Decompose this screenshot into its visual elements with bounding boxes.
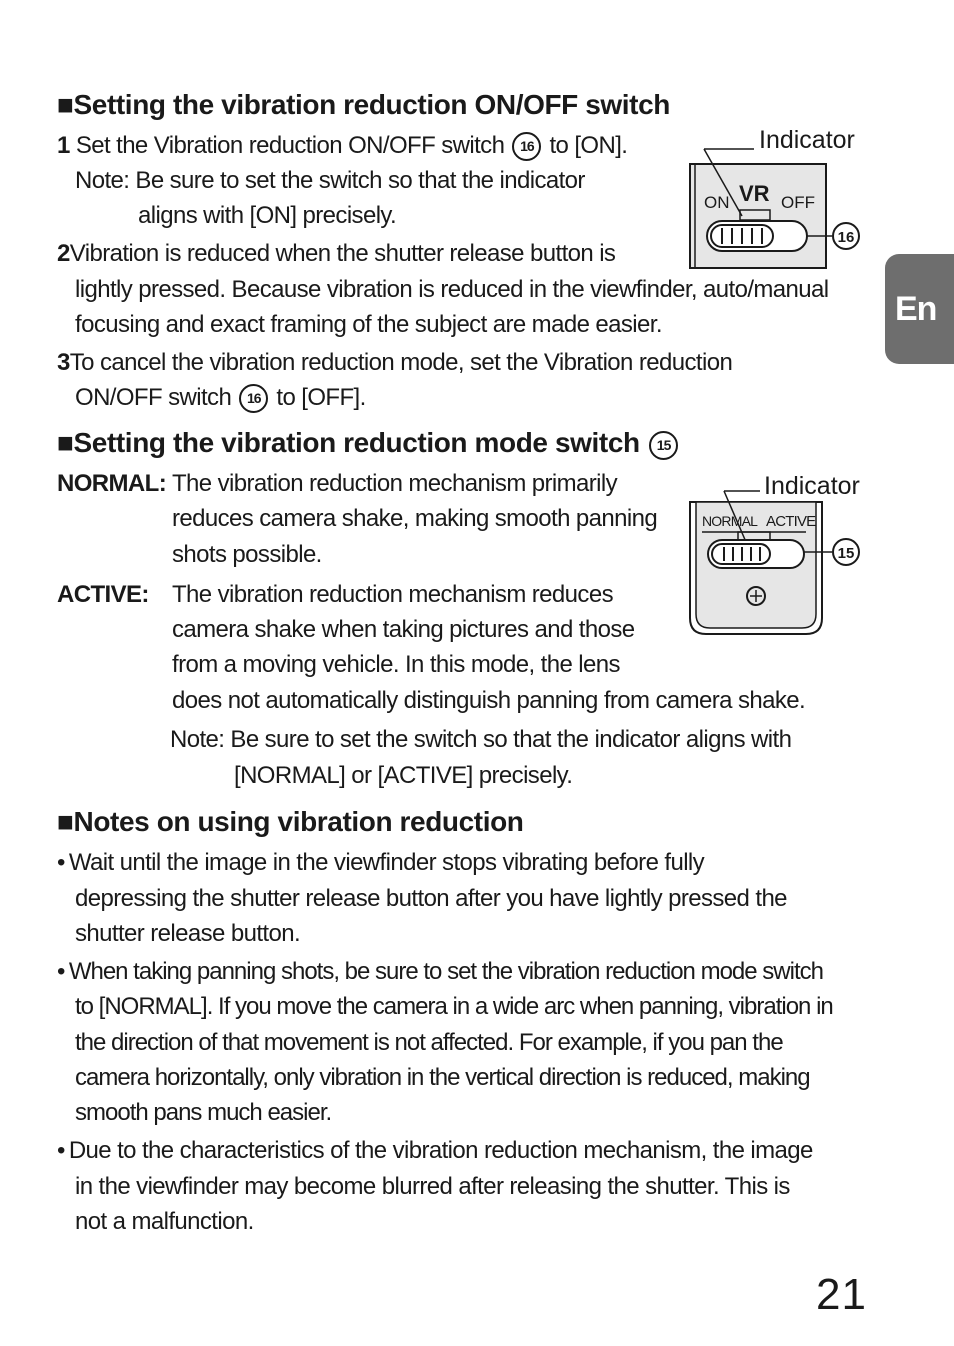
bullet-2-line-4: camera horizontally, only vibration in the vertical direction is reduced, making	[75, 1064, 810, 1091]
step-number: 3	[57, 349, 70, 376]
step-1-note-cont: aligns with [ON] precisely.	[138, 202, 397, 229]
bullet-dot-icon: •	[57, 958, 65, 985]
bullet-3-line-3: not a malfunction.	[75, 1208, 254, 1235]
step-3-line-2: ON/OFF switch 16 to [OFF].	[75, 384, 366, 411]
vr-onoff-switch-figure	[680, 130, 880, 270]
heading-square-icon: ■	[57, 89, 74, 120]
bullet-2-line-3: the direction of that movement is not affected. For example, if you pan the	[75, 1029, 783, 1056]
step-2-line-2: lightly pressed. Because vibration is reduced in the viewfinder, auto/manual	[75, 276, 829, 303]
bullet-3-line-2: in the viewfinder may become blurred after releasing the shutter. This is	[75, 1173, 790, 1200]
page-number: 21	[816, 1270, 867, 1319]
on-label: ON	[704, 193, 730, 212]
step-2-line-3: focusing and exact framing of the subject are made easier.	[75, 311, 662, 338]
step-number: 1	[57, 132, 70, 159]
normal-switch-label: NORMAL	[702, 513, 758, 529]
circled-number-16: 16	[239, 384, 268, 413]
vr-label: VR	[739, 181, 770, 206]
section-heading-mode: ■Setting the vibration reduction mode switch 15	[57, 426, 680, 460]
language-tab	[885, 254, 954, 364]
indicator-label: Indicator	[759, 130, 855, 154]
mode-note-2: [NORMAL] or [ACTIVE] precisely.	[234, 762, 573, 789]
active-desc-3: from a moving vehicle. In this mode, the lens	[172, 651, 620, 678]
normal-desc-1: The vibration reduction mechanism primarily	[172, 470, 618, 497]
bullet-dot-icon: •	[57, 1137, 65, 1164]
bullet-dot-icon: •	[57, 849, 65, 876]
off-label: OFF	[781, 193, 815, 212]
language-tab-label: En	[895, 290, 937, 328]
circled-number-15: 15	[649, 431, 678, 460]
bullet-2-line-2: to [NORMAL]. If you move the camera in a wide arc when panning, vibration in	[75, 993, 833, 1020]
step-1-note: Note: Be sure to set the switch so that the indicator	[75, 167, 585, 194]
heading-square-icon: ■	[57, 427, 74, 458]
mode-note-1: Note: Be sure to set the switch so that the indicator aligns with	[170, 726, 792, 753]
svg-text:15: 15	[837, 545, 855, 562]
bullet-1-line-2: depressing the shutter release button after you have lightly pressed the	[75, 885, 787, 912]
vr-mode-switch-figure	[680, 470, 880, 640]
heading-square-icon: ■	[57, 806, 74, 837]
active-label: ACTIVE:	[57, 581, 149, 608]
section-heading-onoff: ■Setting the vibration reduction ON/OFF switch	[57, 89, 670, 120]
step-3: 3To cancel the vibration reduction mode, set the Vibration reduction	[57, 349, 733, 376]
step-number: 2	[57, 240, 70, 267]
normal-label: NORMAL:	[57, 470, 167, 497]
indicator-label: Indicator	[764, 472, 860, 500]
step-1: 1 Set the Vibration reduction ON/OFF switch 16 to [ON].	[57, 132, 628, 159]
active-desc-1: The vibration reduction mechanism reduces	[172, 581, 613, 608]
svg-text:16: 16	[837, 229, 855, 246]
circled-number-16: 16	[512, 132, 541, 161]
step-2: 2Vibration is reduced when the shutter release button is	[57, 240, 616, 267]
bullet-2: • When taking panning shots, be sure to set the vibration reduction mode switch	[57, 958, 823, 985]
switch-panel	[690, 164, 826, 268]
bullet-1: • Wait until the image in the viewfinder stops vibrating before fully	[57, 849, 705, 876]
active-desc-2: camera shake when taking pictures and those	[172, 616, 635, 643]
active-desc-4: does not automatically distinguish panning from camera shake.	[172, 687, 806, 714]
bullet-2-line-5: smooth pans much easier.	[75, 1099, 332, 1126]
active-switch-label: ACTIVE	[766, 513, 816, 530]
normal-desc-3: shots possible.	[172, 541, 322, 568]
bullet-1-line-3: shutter release button.	[75, 920, 301, 947]
normal-desc-2: reduces camera shake, making smooth panning	[172, 505, 658, 532]
bullet-3: • Due to the characteristics of the vibration reduction mechanism, the image	[57, 1137, 813, 1164]
section-heading-notes: ■Notes on using vibration reduction	[57, 806, 524, 837]
